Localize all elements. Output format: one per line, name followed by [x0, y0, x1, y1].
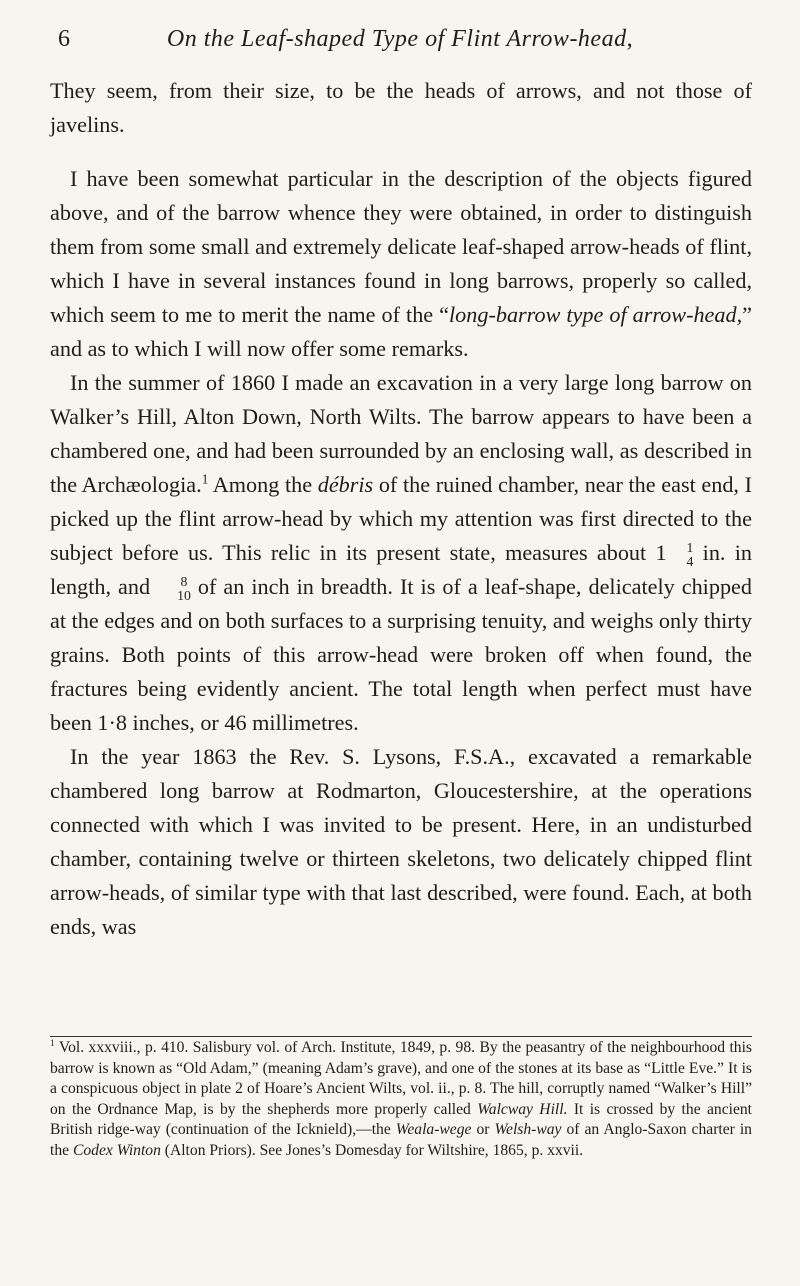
- paragraph-3-italic-debris: débris: [317, 472, 374, 497]
- footnote: [50, 1038, 752, 1161]
- footnote-mark: 1: [50, 1038, 55, 1049]
- footnote-text-e: (Alton Priors). See Jones’s Domesday for Wiltshire, 1865, p. xxvii.: [160, 1141, 584, 1159]
- paragraph-2-italic: long-barrow type of arrow-head,: [449, 302, 743, 327]
- paragraph-3-text-b: Among the: [208, 472, 318, 497]
- body-text: [50, 74, 752, 944]
- length-fraction-denominator: 4: [686, 553, 694, 569]
- running-title: On the Leaf-shaped Type of Flint Arrow-head,: [166, 26, 634, 52]
- footnote-text-a: Vol. xxxviii., p. 410. Salisbury vol. of Arch. Institute, 1849, p. 98. By the peasantry of the neighbourhood this barrow is known as “Old Adam,” (meaning Adam’s grave), and one of the stones at its base as “Little Eve.” It is a conspicuous object in plate 2 of Hoare’s Ancient Wilts, vol. ii., p. 8. The hill, corruptly named “Walker’s Hill” on the Ordnance Map, is by the shepherds more properly called: [50, 1039, 752, 1118]
- footnote-text-b: It is crossed by the ancient British ridge-way (continuation of the Icknield),—the: [50, 1100, 752, 1138]
- paragraph-3-text-a: In the summer of 1860 I made an excavation in a very large long barrow on Walker’s Hill, Alton Down, North Wilts. The barrow appears to have been a chambered one, and had been surrounded by an enclosing wall, as described in the Archæologia.: [50, 370, 752, 497]
- breadth-fraction: [157, 575, 191, 603]
- footnote-text-d: of an Anglo-Saxon charter in the: [50, 1121, 752, 1159]
- footnote-italic-walcway: Walcway Hill.: [477, 1100, 568, 1118]
- paragraph-3-text-c: of the ruined chamber, near the east end, I picked up the flint arrow-head by which my attention was first directed to the subject before us. This relic in its present state, measures about: [50, 472, 752, 565]
- page-header: [50, 20, 750, 60]
- footnote-reference: 1: [201, 471, 209, 487]
- breadth-fraction-denominator: 10: [177, 587, 191, 603]
- paragraph-2-text-b: ” and as to which I will now offer some remarks.: [50, 302, 752, 361]
- paragraph-4: [50, 740, 752, 944]
- paragraph-3-text-d: in. in length, and: [50, 540, 752, 599]
- length-fraction-numerator: 1: [686, 540, 694, 556]
- page-number: 6: [58, 26, 70, 52]
- paragraph-3-text-e: of an inch in breadth. It is of a leaf-shape, delicately chipped at the edges and on both surfaces to a surprising tenuity, and weighs only thirty grains. Both points of this arrow-head were broken off when found, the fractures being evidently ancient. The total length when perfect must have been 1·8 inches, or 46 millimetres.: [50, 574, 752, 735]
- paragraph-2: [50, 162, 752, 366]
- footnote-italic-codex-winton: Codex Winton: [72, 1141, 161, 1159]
- paragraph-4-text: In the year 1863 the Rev. S. Lysons, F.S.A., excavated a remarkable chambered long barrow at Rodmarton, Gloucestershire, at the operations connected with which I was invited to be present. Here, in an undisturbed chamber, containing twelve or thirteen skeletons, two delicately chipped flint arrow-heads, of similar type with that last described, were found. Each, at both ends, was: [50, 744, 752, 939]
- paragraph-1: [50, 74, 752, 142]
- length-fraction: [667, 541, 694, 569]
- paragraph-1-text: They seem, from their size, to be the heads of arrows, and not those of javelins.: [50, 78, 752, 137]
- footnote-italic-weala-wege: Weala-wege: [395, 1121, 472, 1138]
- paragraph-2-text-a: I have been somewhat particular in the description of the objects figured above, and of the barrow whence they were obtained, in order to distinguish them from some small and extremely delicate leaf-shaped arrow-heads of flint, which I have in several instances found in long barrows, properly so called, which seem to me to merit the name of the “: [50, 166, 752, 327]
- breadth-fraction-numerator: 8: [180, 574, 188, 590]
- paragraph-3: [50, 366, 752, 740]
- footnote-text-c: or: [471, 1121, 495, 1138]
- footnote-italic-welsh-way: Welsh-way: [494, 1121, 562, 1138]
- length-whole-number: 1: [655, 540, 667, 565]
- footnote-divider: [50, 1036, 752, 1037]
